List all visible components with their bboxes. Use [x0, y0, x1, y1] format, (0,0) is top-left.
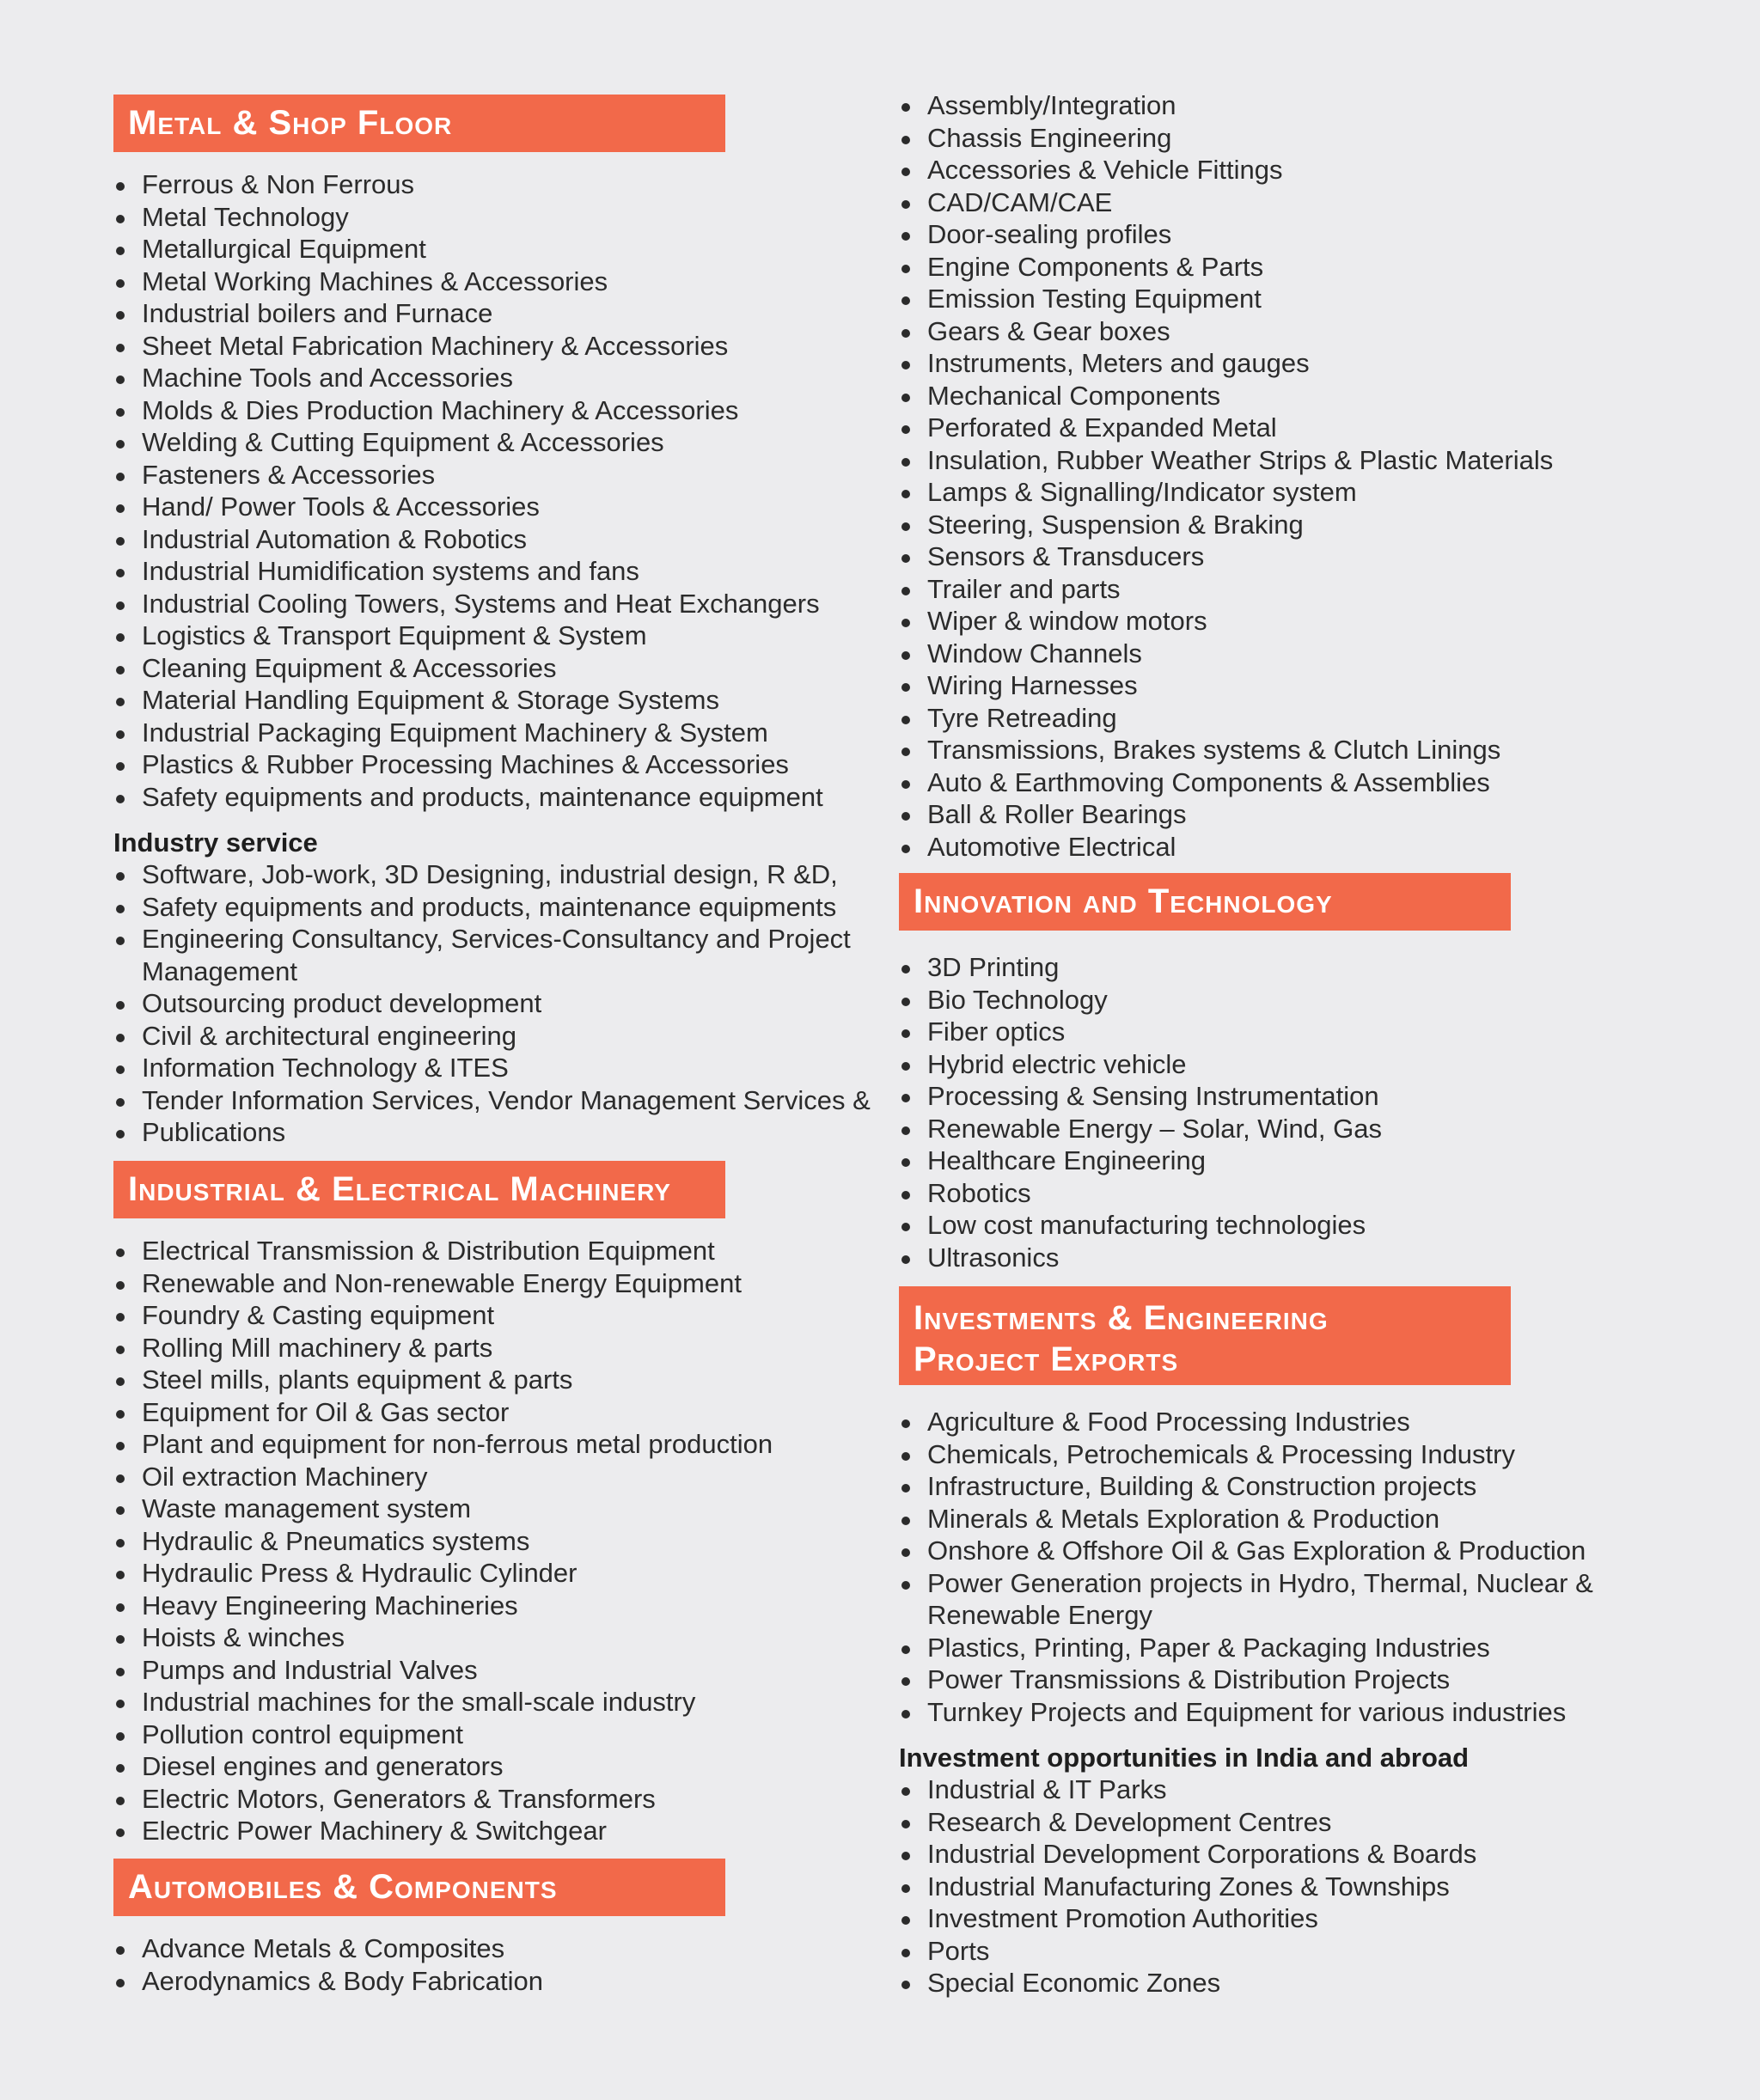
list-item: Material Handling Equipment & Storage Systems: [113, 684, 823, 717]
list-item: Fasteners & Accessories: [113, 459, 823, 491]
list-item: Ports: [899, 1935, 1476, 1968]
list-item: Safety equipments and products, maintenance equipments: [113, 891, 871, 924]
list-item: Electric Power Machinery & Switchgear: [113, 1815, 773, 1847]
list-item: Sensors & Transducers: [899, 540, 1553, 573]
list-item: Hand/ Power Tools & Accessories: [113, 491, 823, 523]
list-item: Metal Technology: [113, 201, 823, 234]
list-item: Insulation, Rubber Weather Strips & Plastic Materials: [899, 444, 1553, 477]
section-banner-automobiles-components: [113, 1859, 725, 1916]
list-item: Lamps & Signalling/Indicator system: [899, 476, 1553, 509]
section-title-line2: Project Exports: [914, 1340, 1179, 1378]
list-item: Investment Promotion Authorities: [899, 1902, 1476, 1935]
list-item: Plant and equipment for non-ferrous metal production: [113, 1428, 773, 1461]
list-item: Waste management system: [113, 1493, 773, 1525]
list-item: Transmissions, Brakes systems & Clutch Linings: [899, 734, 1553, 766]
list-item: Rolling Mill machinery & parts: [113, 1332, 773, 1364]
list-item: Steering, Suspension & Braking: [899, 509, 1553, 541]
list-item: Machine Tools and Accessories: [113, 362, 823, 394]
section-title: Innovation and Technology: [914, 882, 1333, 920]
list-item: Minerals & Metals Exploration & Production: [899, 1503, 1593, 1535]
list-item: Equipment for Oil & Gas sector: [113, 1396, 773, 1429]
list-item: Agriculture & Food Processing Industries: [899, 1406, 1593, 1438]
list-item: Industrial boilers and Furnace: [113, 297, 823, 330]
section-banner-industrial-electrical-machinery: [113, 1161, 725, 1218]
list-item: Infrastructure, Building & Construction projects: [899, 1470, 1593, 1503]
list-item: Mechanical Components: [899, 380, 1553, 412]
list-item: Industrial Automation & Robotics: [113, 523, 823, 556]
list-automobiles-components: [113, 1932, 543, 1997]
list-item: Information Technology & ITES: [113, 1052, 871, 1084]
list-item: Pumps and Industrial Valves: [113, 1654, 773, 1687]
list-item: Welding & Cutting Equipment & Accessories: [113, 426, 823, 459]
list-item: Hydraulic Press & Hydraulic Cylinder: [113, 1557, 773, 1590]
section-banner-investments-engineering: [899, 1286, 1511, 1385]
list-item: Electric Motors, Generators & Transformers: [113, 1783, 773, 1816]
list-item: Gears & Gear boxes: [899, 315, 1553, 348]
list-item: Advance Metals & Composites: [113, 1932, 543, 1965]
list-item: Hydraulic & Pneumatics systems: [113, 1525, 773, 1558]
list-item: Low cost manufacturing technologies: [899, 1209, 1382, 1242]
section-title: Industrial & Electrical Machinery: [128, 1170, 671, 1208]
list-item: Diesel engines and generators: [113, 1750, 773, 1783]
list-item: Pollution control equipment: [113, 1718, 773, 1751]
list-item: Publications: [113, 1116, 871, 1149]
list-item: Assembly/Integration: [899, 89, 1553, 122]
list-item: Wiper & window motors: [899, 605, 1553, 638]
list-item: Robotics: [899, 1177, 1382, 1210]
list-item: Ultrasonics: [899, 1242, 1382, 1274]
list-item: Hybrid electric vehicle: [899, 1048, 1382, 1081]
list-item: Molds & Dies Production Machinery & Accessories: [113, 394, 823, 427]
list-item: Auto & Earthmoving Components & Assemblies: [899, 766, 1553, 799]
list-item: 3D Printing: [899, 951, 1382, 984]
section-title: Metal & Shop Floor: [128, 104, 453, 142]
list-item: Aerodynamics & Body Fabrication: [113, 1965, 543, 1998]
list-item: Power Generation projects in Hydro, Thermal, Nuclear &: [899, 1567, 1593, 1600]
list-item: Chassis Engineering: [899, 122, 1553, 155]
list-item: Healthcare Engineering: [899, 1145, 1382, 1177]
list-item: Window Channels: [899, 638, 1553, 670]
list-item: Special Economic Zones: [899, 1967, 1476, 1999]
list-item: CAD/CAM/CAE: [899, 186, 1553, 219]
list-item: Plastics & Rubber Processing Machines & Accessories: [113, 748, 823, 781]
section-title: Automobiles & Components: [128, 1868, 558, 1906]
list-item: Bio Technology: [899, 984, 1382, 1016]
list-item: Renewable Energy – Solar, Wind, Gas: [899, 1113, 1382, 1145]
list-item: Wiring Harnesses: [899, 669, 1553, 702]
list-item: Tender Information Services, Vendor Management Services &: [113, 1084, 871, 1117]
list-item: Electrical Transmission & Distribution Equipment: [113, 1235, 773, 1267]
list-item: Ball & Roller Bearings: [899, 798, 1553, 831]
section-banner-metal-shop-floor: [113, 95, 725, 152]
list-item: Hoists & winches: [113, 1621, 773, 1654]
list-item: Software, Job-work, 3D Designing, industrial design, R &D,: [113, 858, 871, 891]
list-item: Chemicals, Petrochemicals & Processing Industry: [899, 1438, 1593, 1471]
list-item: Door-sealing profiles: [899, 218, 1553, 251]
list-investment-opportunities: [899, 1773, 1476, 1999]
list-innovation-technology: [899, 951, 1382, 1273]
list-item: Industrial Humidification systems and fans: [113, 555, 823, 588]
list-item: Instruments, Meters and gauges: [899, 347, 1553, 380]
list-item: Perforated & Expanded Metal: [899, 412, 1553, 444]
list-item: Renewable and Non-renewable Energy Equipment: [113, 1267, 773, 1300]
list-item: Accessories & Vehicle Fittings: [899, 154, 1553, 186]
list-item: Civil & architectural engineering: [113, 1020, 871, 1053]
list-item: Logistics & Transport Equipment & System: [113, 620, 823, 652]
list-item: Turnkey Projects and Equipment for various industries: [899, 1696, 1593, 1729]
list-industry-service: [113, 858, 871, 1149]
list-item: Automotive Electrical: [899, 831, 1553, 864]
list-item: Heavy Engineering Machineries: [113, 1590, 773, 1622]
list-item: Trailer and parts: [899, 573, 1553, 606]
list-item-continuation: Management: [142, 955, 297, 986]
list-item: Oil extraction Machinery: [113, 1461, 773, 1493]
list-item: Engine Components & Parts: [899, 251, 1553, 284]
subheading-industry-service: Industry service: [113, 827, 318, 858]
list-metal-shop-floor: [113, 168, 823, 813]
list-item: Industrial Development Corporations & Boards: [899, 1838, 1476, 1871]
list-item: Industrial Cooling Towers, Systems and Heat Exchangers: [113, 588, 823, 620]
subheading-investment-opportunities: Investment opportunities in India and abroad: [899, 1743, 1470, 1773]
list-investments-engineering: [899, 1406, 1593, 1728]
section-title-line1: Investments & Engineering: [914, 1299, 1329, 1337]
list-item: Tyre Retreading: [899, 702, 1553, 735]
list-item: Industrial Packaging Equipment Machinery & System: [113, 717, 823, 749]
list-item: Onshore & Offshore Oil & Gas Exploration & Production: [899, 1535, 1593, 1567]
list-item: Research & Development Centres: [899, 1806, 1476, 1839]
list-item: Industrial & IT Parks: [899, 1773, 1476, 1806]
list-item: Foundry & Casting equipment: [113, 1299, 773, 1332]
list-item: Fiber optics: [899, 1016, 1382, 1048]
list-item: Industrial machines for the small-scale industry: [113, 1686, 773, 1718]
list-item: Metallurgical Equipment: [113, 233, 823, 266]
list-item: Plastics, Printing, Paper & Packaging Industries: [899, 1632, 1593, 1664]
list-item: Emission Testing Equipment: [899, 283, 1553, 315]
list-item: Processing & Sensing Instrumentation: [899, 1080, 1382, 1113]
list-item: Sheet Metal Fabrication Machinery & Accessories: [113, 330, 823, 363]
list-item: Metal Working Machines & Accessories: [113, 266, 823, 298]
list-item: Power Transmissions & Distribution Projects: [899, 1664, 1593, 1696]
section-banner-innovation-technology: [899, 873, 1511, 931]
list-item: Safety equipments and products, maintenance equipment: [113, 781, 823, 814]
list-item: Outsourcing product development: [113, 987, 871, 1020]
list-item: Cleaning Equipment & Accessories: [113, 652, 823, 685]
list-item: Industrial Manufacturing Zones & Townships: [899, 1871, 1476, 1903]
list-automobiles-components-continued: [899, 89, 1553, 863]
list-industrial-electrical-machinery: [113, 1235, 773, 1847]
list-item: Engineering Consultancy, Services-Consultancy and Project: [113, 923, 871, 955]
list-item: Ferrous & Non Ferrous: [113, 168, 823, 201]
list-item: Steel mills, plants equipment & parts: [113, 1364, 773, 1396]
list-item-continuation: Renewable Energy: [927, 1600, 1152, 1630]
